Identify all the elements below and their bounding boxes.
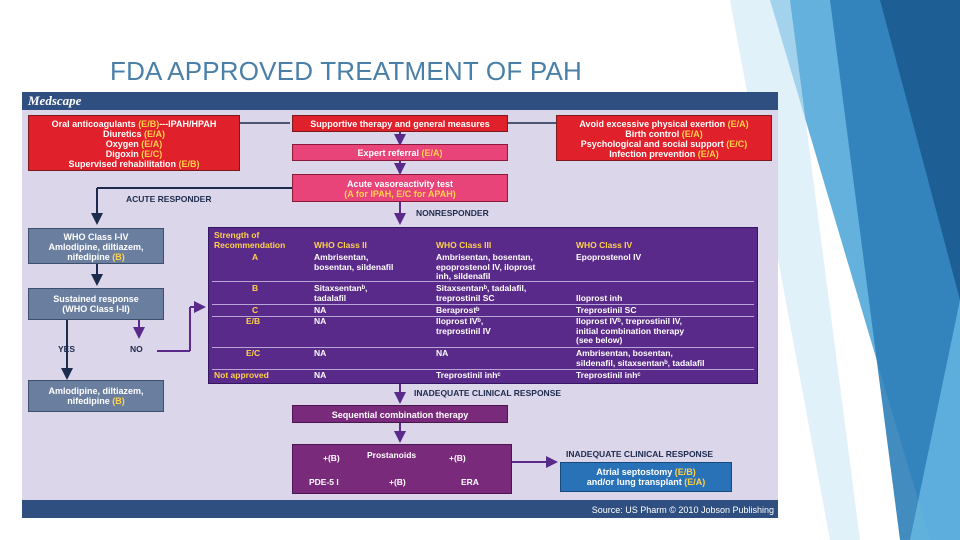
- grade-b: B: [252, 283, 259, 293]
- inadequate-response-label-1: INADEQUATE CLINICAL RESPONSE: [414, 388, 562, 398]
- row-c-class3: Beraprostᵇ: [436, 305, 480, 315]
- row-na-class3: Treprostinil inhᶜ: [436, 370, 501, 380]
- sustained-response-box: [28, 288, 164, 320]
- infection-label: Infection prevention: [609, 149, 696, 159]
- row-eb-class4: Iloprost IVᵇ, treprostinil IV, initial combination therapy (see below): [576, 316, 685, 345]
- grade: (E/B): [178, 159, 200, 169]
- no-label: NO: [130, 344, 143, 354]
- recommendation-table-content: [208, 227, 758, 382]
- transplant-label: and/or lung transplant: [586, 477, 682, 487]
- row-ec-class2: NA: [314, 348, 327, 358]
- ipah-label: ---IPAH/HPAH: [159, 119, 217, 129]
- sequential-therapy-box: [292, 405, 508, 423]
- pde5-label: PDE-5 I: [309, 477, 339, 487]
- row-ec-class3: NA: [436, 348, 449, 358]
- grade-ec: E/C: [246, 348, 261, 358]
- who-class-box: [28, 228, 164, 264]
- psych-support-label: Psychological and social support: [580, 139, 724, 149]
- col-header-class4: WHO Class IV: [576, 240, 633, 250]
- grade: (E/A): [141, 139, 163, 149]
- amlodipine-box: [28, 380, 164, 412]
- medscape-logo: Medscape: [28, 93, 82, 108]
- col-header-class2: WHO Class II: [314, 240, 367, 250]
- row-c-class2: NA: [314, 305, 327, 315]
- strength-header: Strength of Recommendation: [214, 230, 286, 250]
- amlodipine-line2: nifedipine: [67, 396, 110, 406]
- row-b-class3: Sitaxsentanᵇ, tadalafil, treprostinil SC: [436, 283, 527, 303]
- vaso-test-grade: (A for IPAH, E/C for APAH): [344, 189, 456, 199]
- who-class-title: WHO Class I-IV: [63, 232, 129, 242]
- birth-control-label: Birth control: [625, 129, 680, 139]
- row-eb-class2: NA: [314, 316, 327, 326]
- grade: (E/A): [681, 129, 703, 139]
- grade-not-approved: Not approved: [214, 370, 269, 380]
- supportive-label: Supportive therapy and general measures: [310, 119, 490, 129]
- grade: (B): [112, 252, 125, 262]
- grade-eb: E/B: [246, 316, 261, 326]
- who-drugs-line1: Amlodipine, diltiazem,: [48, 242, 144, 252]
- row-separator: [212, 281, 754, 282]
- grade: (E/C): [726, 139, 748, 149]
- row-na-class2: NA: [314, 370, 327, 380]
- col-header-class3: WHO Class III: [436, 240, 492, 250]
- yes-label: YES: [58, 344, 76, 354]
- expert-referral-label: Expert referral: [357, 148, 420, 158]
- plus-b-bottom: +(B): [389, 477, 406, 487]
- era-label: ERA: [461, 477, 479, 487]
- combination-box: [292, 444, 512, 494]
- general-measures-box: [556, 115, 772, 161]
- oxygen-label: Oxygen: [105, 139, 139, 149]
- row-a-class3: Ambrisentan, bosentan, epoprostenol IV, iloprost inh, sildenafil: [436, 252, 536, 281]
- vasoreactivity-test-box: [292, 174, 508, 202]
- diuretics-label: Diuretics: [102, 129, 142, 139]
- prostanoids-label: Prostanoids: [367, 450, 417, 460]
- inadequate-response-label-2: INADEQUATE CLINICAL RESPONSE: [566, 449, 714, 459]
- sustained-title: Sustained response: [53, 294, 139, 304]
- grade: (E/A): [421, 148, 443, 158]
- grade: (E/A): [697, 149, 719, 159]
- grade: (E/A): [727, 119, 749, 129]
- supportive-therapy-box: [292, 115, 508, 132]
- digoxin-label: Digoxin: [105, 149, 139, 159]
- plus-b-right: +(B): [449, 453, 466, 463]
- row-a-class2: Ambrisentan, bosentan, sildenafil: [314, 252, 394, 272]
- atrial-septostomy-box: [560, 462, 732, 492]
- grade: (E/B): [674, 467, 696, 477]
- general-therapy-box: [28, 115, 240, 171]
- row-na-class4: Treprostinil inhᶜ: [576, 370, 641, 380]
- slide-title: FDA APPROVED TREATMENT OF PAH: [110, 56, 582, 86]
- who-drugs-line2: nifedipine: [67, 252, 110, 262]
- exertion-label: Avoid excessive physical exertion: [579, 119, 726, 129]
- source-credit: Source: US Pharm © 2010 Jobson Publishing: [591, 505, 774, 515]
- row-a-class4: Epoprostenol IV: [576, 252, 642, 262]
- treatment-flowchart: [22, 92, 778, 518]
- row-b-class2: Sitaxsentanᵇ, tadalafil: [314, 283, 368, 303]
- nonresponder-label: NONRESPONDER: [416, 208, 489, 218]
- row-ec-class4: Ambrisentan, bosentan, sildenafil, sitaxsentanᵇ, tadalafil: [576, 348, 705, 368]
- acute-responder-label: ACUTE RESPONDER: [126, 194, 212, 204]
- row-c-class4: Treprostinil SC: [576, 305, 637, 315]
- rehab-label: Supervised rehabilitation: [68, 159, 176, 169]
- sequential-label: Sequential combination therapy: [331, 410, 469, 420]
- row-eb-class3: Iloprost IVᵇ, treprostinil IV: [436, 316, 491, 336]
- vaso-test-label: Acute vasoreactivity test: [346, 179, 454, 189]
- expert-referral-box: [292, 144, 508, 161]
- grade-c: C: [252, 305, 259, 315]
- oral-anticoagulants-label: Oral anticoagulants: [51, 119, 136, 129]
- row-separator: [212, 304, 754, 305]
- plus-b-left: +(B): [323, 453, 340, 463]
- atrial-label: Atrial septostomy: [596, 467, 673, 477]
- grade: (E/A): [144, 129, 166, 139]
- grade: (E/C): [141, 149, 163, 159]
- amlodipine-line1: Amlodipine, diltiazem,: [48, 386, 144, 396]
- row-b-class4: Iloprost inh: [576, 292, 623, 303]
- grade: (B): [112, 396, 125, 406]
- grade-a: A: [252, 252, 259, 262]
- grade: (E/A): [684, 477, 706, 487]
- sustained-sub: (WHO Class I-II): [62, 304, 130, 314]
- figure-footer-bar: [22, 500, 778, 518]
- grade: (E/B): [138, 119, 160, 129]
